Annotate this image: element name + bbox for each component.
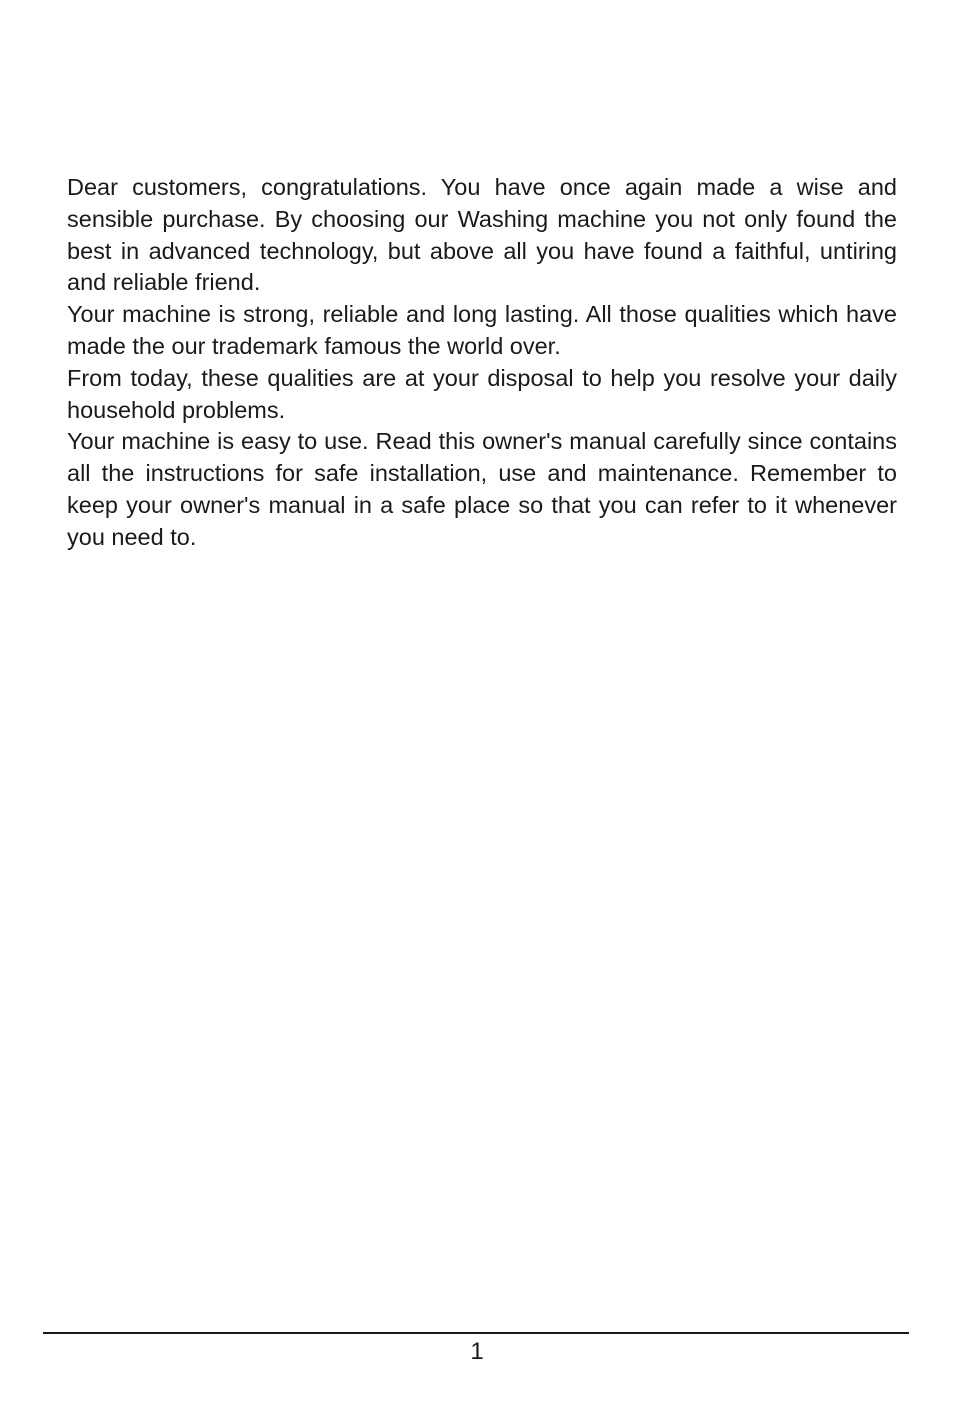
footer-divider <box>43 1332 909 1334</box>
page-number: 1 <box>470 1338 484 1365</box>
paragraph-manual-instructions: Your machine is easy to use. Read this owner's manual carefully since contains all the instructions for safe installation, use and maintenance. Remember to keep your owner's manual in a safe place so that you can refer to it whenever you need to. <box>67 428 897 550</box>
body-text <box>67 172 897 554</box>
paragraph-disposal: From today, these qualities are at your disposal to help you resolve your daily household problems. <box>67 364 897 423</box>
paragraph-machine-qualities: Your machine is strong, reliable and long lasting. All those qualities which have made the our trademark famous the world over. <box>67 301 897 359</box>
paragraph-greeting: Dear customers, congratulations. You have once again made a wise and sensible purchase. By choosing our Washing machine you not only found the best in advanced technology, but above all you have found a faithful, untiring and reliable friend. <box>67 174 897 296</box>
